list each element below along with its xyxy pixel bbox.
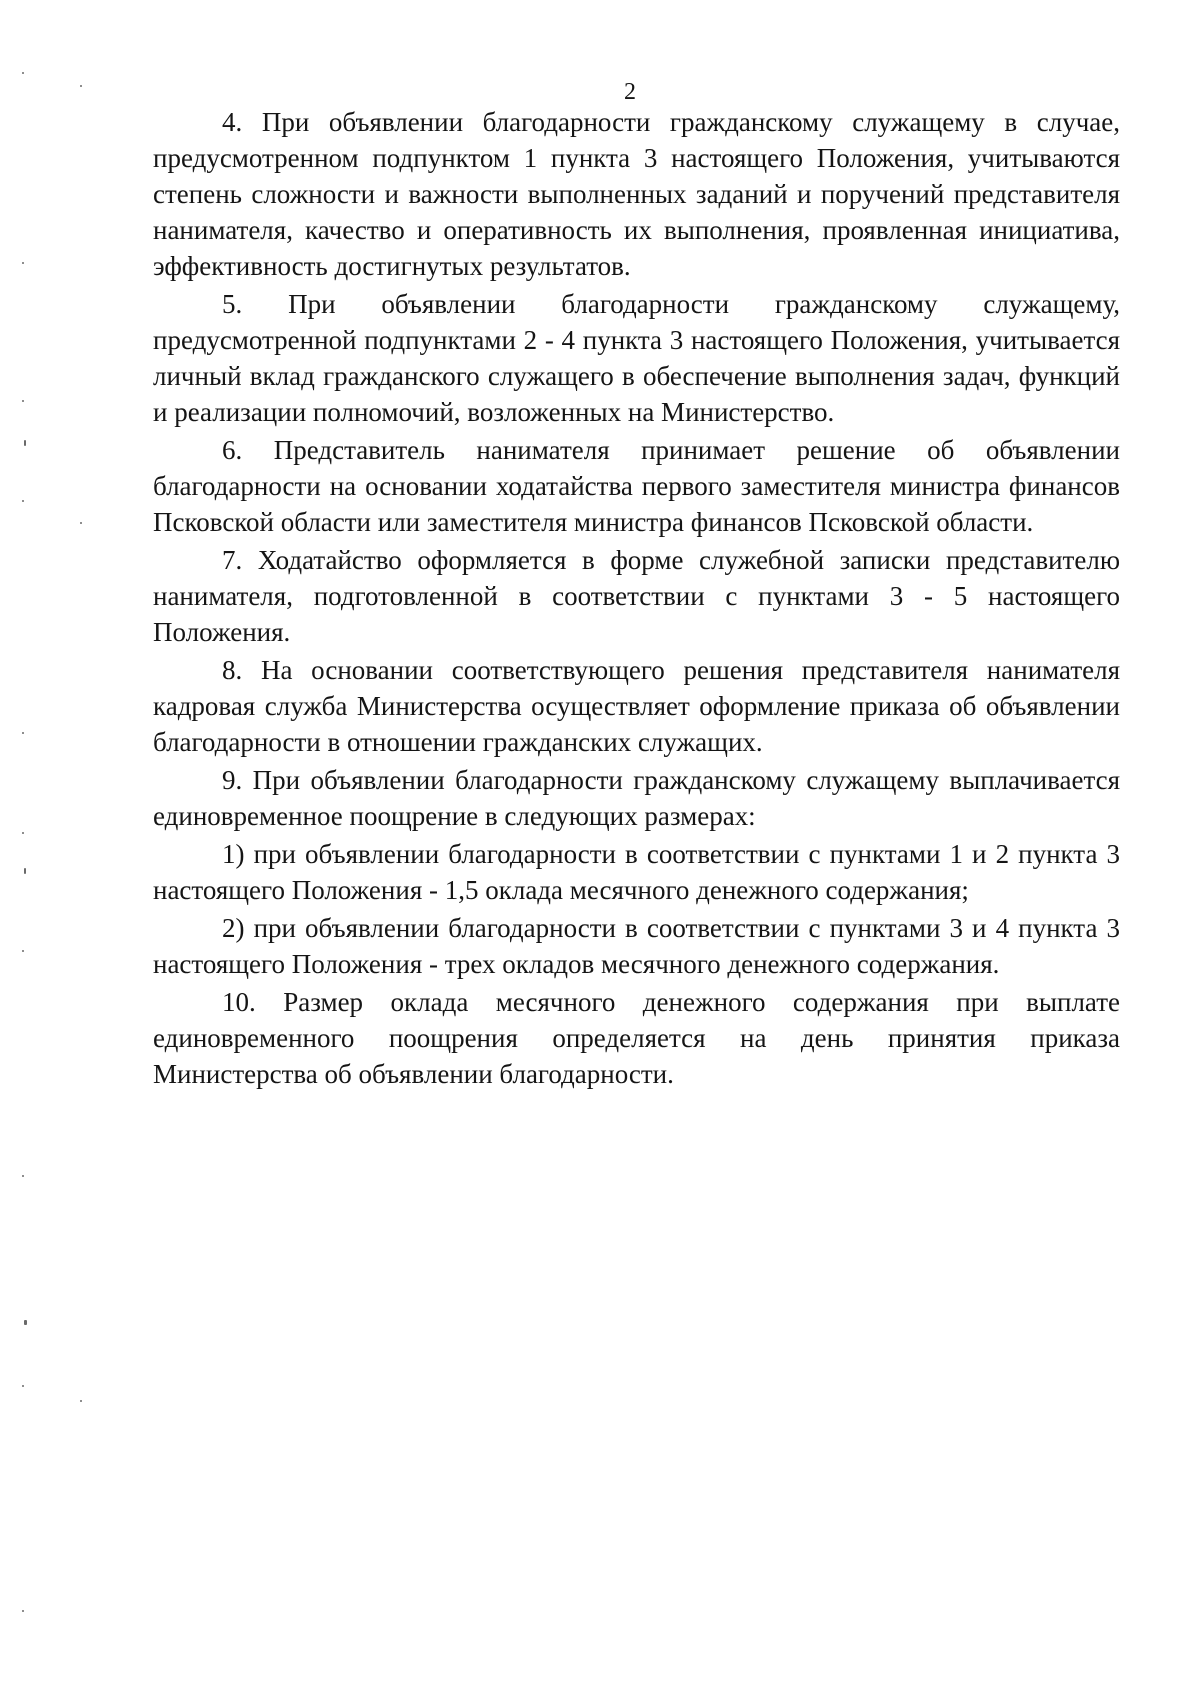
scan-speck <box>80 1400 82 1402</box>
paragraph-9-item-1: 1) при объявлении благодарности в соответствии с пунктами 1 и 2 пункта 3 настоящего Положения - 1,5 оклада месячного денежного содержания; <box>153 839 1120 905</box>
scan-speck <box>22 1385 24 1387</box>
paragraph-4: 4. При объявлении благодарности гражданскому служащему в случае, предусмотренном подпунктом 1 пункта 3 настоящего Положения, учитываются степень сложности и важности выполненных заданий и поручений представителя нанимателя, качество и оперативность их выполнения, проявленная инициатива, эффективность достигнутых результатов. <box>153 107 1120 281</box>
paragraph-9: 9. При объявлении благодарности гражданскому служащему выплачивается единовременное поощрение в следующих размерах: <box>153 765 1120 831</box>
scan-speck <box>22 500 24 502</box>
scan-speck <box>22 1175 24 1177</box>
scan-speck <box>24 1320 27 1325</box>
scan-speck <box>22 832 24 834</box>
paragraph-9-item-2: 2) при объявлении благодарности в соответствии с пунктами 3 и 4 пункта 3 настоящего Положения - трех окладов месячного денежного содержания. <box>153 913 1120 979</box>
scan-speck <box>22 1610 24 1612</box>
scan-speck <box>22 950 24 952</box>
page-number: 2 <box>624 79 636 105</box>
paragraph-10: 10. Размер оклада месячного денежного содержания при выплате единовременного поощрения определяется на день принятия приказа Министерства об объявлении благодарности. <box>153 987 1120 1089</box>
paragraph-7: 7. Ходатайство оформляется в форме служебной записки представителю нанимателя, подготовленной в соответствии с пунктами 3 - 5 настоящего Положения. <box>153 545 1120 647</box>
scan-speck <box>24 868 26 874</box>
scan-speck <box>80 522 82 524</box>
document-body <box>153 104 1120 1094</box>
scan-speck <box>22 262 24 264</box>
scan-speck <box>22 400 24 402</box>
scan-speck <box>22 72 24 74</box>
scan-speck <box>80 85 82 87</box>
paragraph-6: 6. Представитель нанимателя принимает решение об объявлении благодарности на основании ходатайства первого заместителя министра финансов Псковской области или заместителя министра финансов Псковской области. <box>153 435 1120 537</box>
scan-speck <box>22 732 24 734</box>
paragraph-5: 5. При объявлении благодарности гражданскому служащему, предусмотренной подпунктами 2 - 4 пункта 3 настоящего Положения, учитывается личный вклад гражданского служащего в обеспечение выполнения задач, функций и реализации полномочий, возложенных на Министерство. <box>153 289 1120 427</box>
scan-speck <box>24 440 26 446</box>
paragraph-8: 8. На основании соответствующего решения представителя нанимателя кадровая служба Министерства осуществляет оформление приказа об объявлении благодарности в отношении гражданских служащих. <box>153 655 1120 757</box>
